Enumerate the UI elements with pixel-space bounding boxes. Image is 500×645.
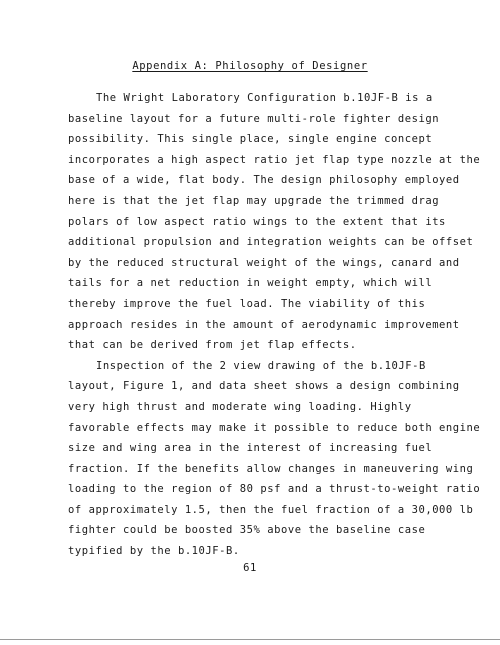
text-line: approach resides in the amount of aerodynamic improvement (68, 318, 460, 331)
page-number: 61 (243, 562, 257, 574)
scan-edge-divider (0, 639, 500, 640)
text-line: loading to the region of 80 psf and a thrust-to-weight ratio (68, 483, 481, 496)
text-line: thereby improve the fuel load. The viability of this (68, 297, 426, 310)
text-line: layout, Figure 1, and data sheet shows a design combining (68, 380, 460, 393)
text-line: fraction. If the benefits allow changes in maneuvering wing (68, 462, 474, 475)
text-line: polars of low aspect ratio wings to the extent that its (68, 215, 446, 228)
text-line: baseline layout for a future multi-role fighter design (68, 112, 440, 125)
text-line: base of a wide, flat body. The design philosophy employed (68, 174, 460, 187)
text-line: additional propulsion and integration weights can be offset (68, 236, 474, 249)
text-line: of approximately 1.5, then the fuel fraction of a 30,000 lb (68, 503, 474, 516)
text-line: very high thrust and moderate wing loading. Highly (68, 400, 412, 413)
text-line: incorporates a high aspect ratio jet flap type nozzle at the (68, 153, 481, 166)
text-line: size and wing area in the interest of increasing fuel (68, 442, 433, 455)
text-line: tails for a net reduction in weight empty, which will (68, 277, 433, 290)
text-line: typified by the b.10JF-B. (68, 545, 240, 558)
paragraph-jet-flap-concept (68, 88, 481, 356)
text-line: favorable effects may make it possible to reduce both engine (68, 421, 481, 434)
text-line: by the reduced structural weight of the wings, canard and (68, 256, 460, 269)
text-line: possibility. This single place, single engine concept (68, 133, 433, 146)
paragraph-inspection (68, 356, 481, 562)
text-line: here is that the jet flap may upgrade the trimmed drag (68, 194, 440, 207)
text-line: fighter could be boosted 35% above the baseline case (68, 524, 426, 537)
text-line: that can be derived from jet flap effects. (68, 339, 357, 352)
text-line: Inspection of the 2 view drawing of the b.10JF-B (96, 359, 426, 372)
body-text (68, 88, 481, 562)
text-line: The Wright Laboratory Configuration b.10JF-B is a (96, 92, 433, 104)
appendix-heading: Appendix A: Philosophy of Designer (132, 60, 368, 72)
